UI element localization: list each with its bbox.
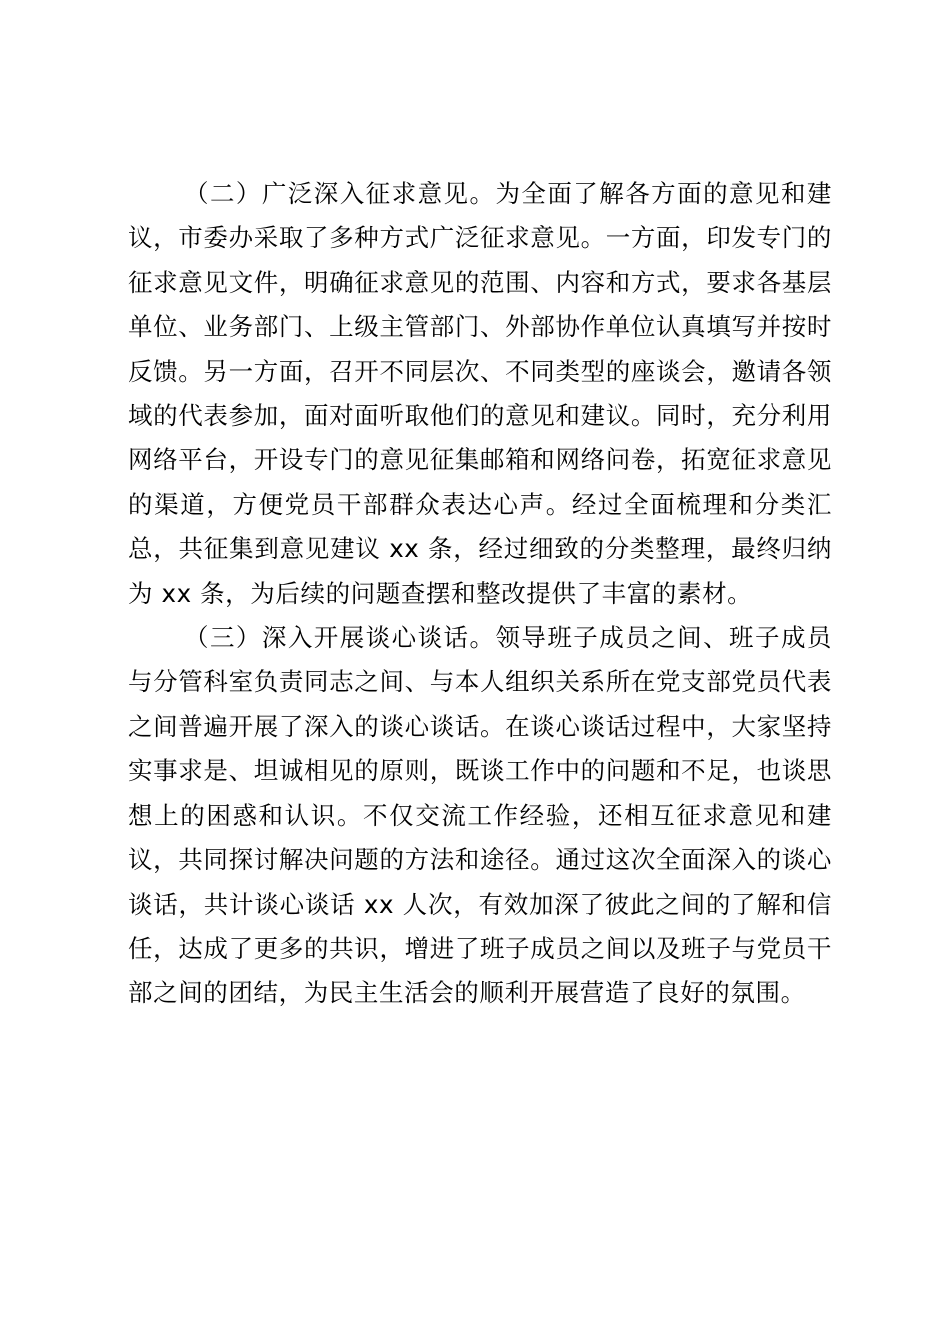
paragraph-heart-to-heart-talks: （三）深入开展谈心谈话。领导班子成员之间、班子成员与分管科室负责同志之间、与本人组织关系所在党支部党员代表之间普遍开展了深入的谈心谈话。在谈心谈话过程中，大家坚持实事求是、坦诚相见的原则，既谈工作中的问题和不足，也谈思想上的困惑和认识。不仅交流工作经验，还相互征求意见和建议，共同探讨解决问题的方法和途径。通过这次全面深入的谈心谈话，共计谈心谈话 xx 人次，有效加深了彼此之间的了解和信任，达成了更多的共识，增进了班子成员之间以及班子与党员干部之间的团结，为民主生活会的顺利开展营造了良好的氛围。 [128,623,832,1008]
document-body [128,172,832,1016]
paragraph-solicit-opinions: （二）广泛深入征求意见。为全面了解各方面的意见和建议，市委办采取了多种方式广泛征求意见。一方面，印发专门的征求意见文件，明确征求意见的范围、内容和方式，要求各基层单位、业务部门、上级主管部门、外部协作单位认真填写并按时反馈。另一方面，召开不同层次、不同类型的座谈会，邀请各领域的代表参加，面对面听取他们的意见和建议。同时，充分利用网络平台，开设专门的意见征集邮箱和网络问卷，拓宽征求意见的渠道，方便党员干部群众表达心声。经过全面梳理和分类汇总，共征集到意见建议 xx 条，经过细致的分类整理，最终归纳为 xx 条，为后续的问题查摆和整改提供了丰富的素材。 [128,179,832,608]
